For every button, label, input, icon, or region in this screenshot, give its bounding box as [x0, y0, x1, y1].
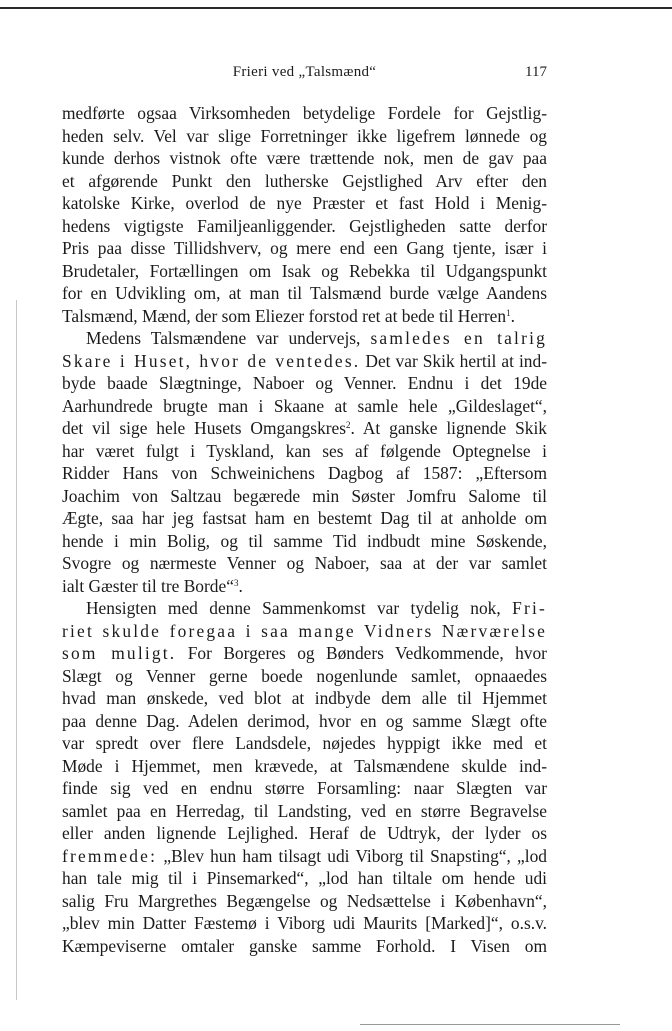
text-line: Møde i Hjemmet, men krævede, at Talsmændene skulde ind- — [62, 755, 547, 776]
text-line: et afgørende Punkt den lutherske Gejstlighed Arv efter den — [62, 170, 547, 191]
text-line: det vil sige hele Husets Omgangskres$^2$. At ganske lignende Skik — [62, 418, 547, 438]
text-line: hvad man ønskede, ved blot at indbyde dem alle til Hjemmet — [62, 688, 547, 708]
spaced-emphasis: Skare i Huset, hvor de ventedes. — [62, 350, 361, 371]
bottom-rule — [360, 1024, 620, 1025]
text-line: har været fulgt i Tyskland, kan ses af følgende Optegnelse i — [62, 440, 547, 461]
text-line — [62, 845, 547, 868]
text-line: hedens vigtigste Familjeanliggender. Gejstligheden satte derfor — [62, 215, 547, 236]
text-line: samlet paa en Herredag, til Landsting, ved en større Begravelse — [62, 800, 547, 821]
text-line: finde sig ved en endnu større Forsamling: naar Slægten var — [62, 778, 547, 798]
text-line: kunde derhos vistnok ofte være trættende nok, men de gav paa — [62, 148, 547, 168]
spaced-emphasis: Fri- — [512, 598, 547, 618]
text-segment: Medens Talsmændene var undervejs, — [86, 328, 361, 348]
page-header — [62, 64, 547, 86]
spaced-emphasis: fremmede: — [62, 845, 158, 866]
text-line: riet skulde foregaa i saa mange Vidners Nærværelse — [62, 620, 547, 641]
page-edge-shadow — [16, 300, 17, 1000]
text-line: heden selv. Vel var slige Forretninger ikke ligefrem lønnede og — [62, 125, 547, 146]
text-line: Ægte, saa har jeg fastsat ham en bestemt Dag til at anholde om — [62, 508, 547, 528]
spaced-emphasis: som muligt. — [62, 643, 177, 663]
text-line: Pris paa disse Tillidshverv, og mere end een Gang tjente, især i — [62, 238, 547, 258]
page-number: 117 — [525, 64, 547, 80]
text-line: katolske Kirke, overlod de nye Præster et fast Hold i Menig- — [62, 193, 547, 213]
text-line: „blev min Datter Fæstemø i Viborg udi Maurits [Marked]“, o.s.v. — [62, 913, 547, 933]
text-segment: Hensigten med denne Sammenkomst var tydelig nok, — [86, 598, 501, 618]
text-line: Brudetaler, Fortællingen om Isak og Rebekka til Udgangspunkt — [62, 260, 547, 281]
text-line: byde baade Slægtninge, Naboer og Venner. Endnu i det 19de — [62, 373, 547, 393]
text-line — [62, 350, 547, 373]
text-line — [62, 597, 547, 620]
text-line: Talsmænd, Mænd, der som Eliezer forstod ret at bede til Herren$^1$. — [62, 305, 515, 326]
text-line — [62, 642, 547, 665]
spaced-emphasis: samledes en talrig — [370, 328, 547, 348]
text-segment: Talsmænd, Mænd, der som Eliezer forstod ret at bede til Herren — [62, 305, 507, 326]
text-line: Joachim von Saltzau begærede min Søster Jomfru Salome til — [62, 485, 547, 506]
footnote-ref: 3 — [233, 577, 239, 588]
text-line: han tale mig til i Pinsemarked“, „lod han tiltale om hende udi — [62, 868, 547, 888]
text-line: medførte ogsaa Virksomheden betydelige Fordele for Gejstlig- — [62, 103, 547, 123]
text-line: Slægt og Venner gerne boede nogenlunde samlet, opnaaedes — [62, 665, 547, 686]
body-text — [62, 102, 547, 957]
text-segment: Det var Skik hertil at ind- — [365, 350, 547, 371]
footnote-ref: 2 — [346, 420, 351, 430]
text-line: ialt Gæster til tre Borde“$^3$. — [62, 575, 243, 596]
text-line: Svogre og nærmeste Venner og Naboer, saa at der var samlet — [62, 553, 547, 573]
text-line: Kæmpeviserne omtaler ganske samme Forhold. I Visen om — [62, 935, 547, 956]
text-line: Ridder Hans von Schweinichens Dagbog af 1587: „Eftersom — [62, 463, 547, 483]
running-title: Frieri ved „Talsmænd“ — [232, 64, 377, 80]
footnote-ref: 1 — [506, 307, 511, 318]
text-segment: For Borgeres og Bønders Vedkommende, hvor — [187, 643, 547, 663]
text-line: Aarhundrede brugte man i Skaane at samle hele „Gildeslaget“, — [62, 395, 547, 416]
text-line: salig Fru Margrethes Begængelse og Nedsættelse i København“, — [62, 890, 547, 911]
text-segment: det vil sige hele Husets Omgangskres — [62, 418, 347, 438]
text-line: hende i min Bolig, og til samme Tid indbudt mine Søskende, — [62, 530, 547, 551]
text-segment: ialt Gæster til tre Borde“ — [62, 575, 234, 596]
text-segment: At ganske lignende Skik — [362, 418, 547, 438]
text-line: eller anden lignende Lejlighed. Heraf de Udtryk, der lyder os — [62, 823, 547, 843]
text-segment: „Blev hun ham tilsagt udi Viborg til Snapsting“, „lod — [163, 845, 547, 866]
text-line: for en Udvikling om, at man til Talsmænd burde vælge Aandens — [62, 283, 547, 303]
top-rule — [0, 7, 672, 9]
text-line: paa denne Dag. Adelen derimod, hvor en og samme Slægt ofte — [62, 710, 547, 731]
text-line: var spredt over flere Landsdele, nøjedes hyppigt ikke med et — [62, 733, 547, 753]
text-line — [62, 327, 547, 350]
